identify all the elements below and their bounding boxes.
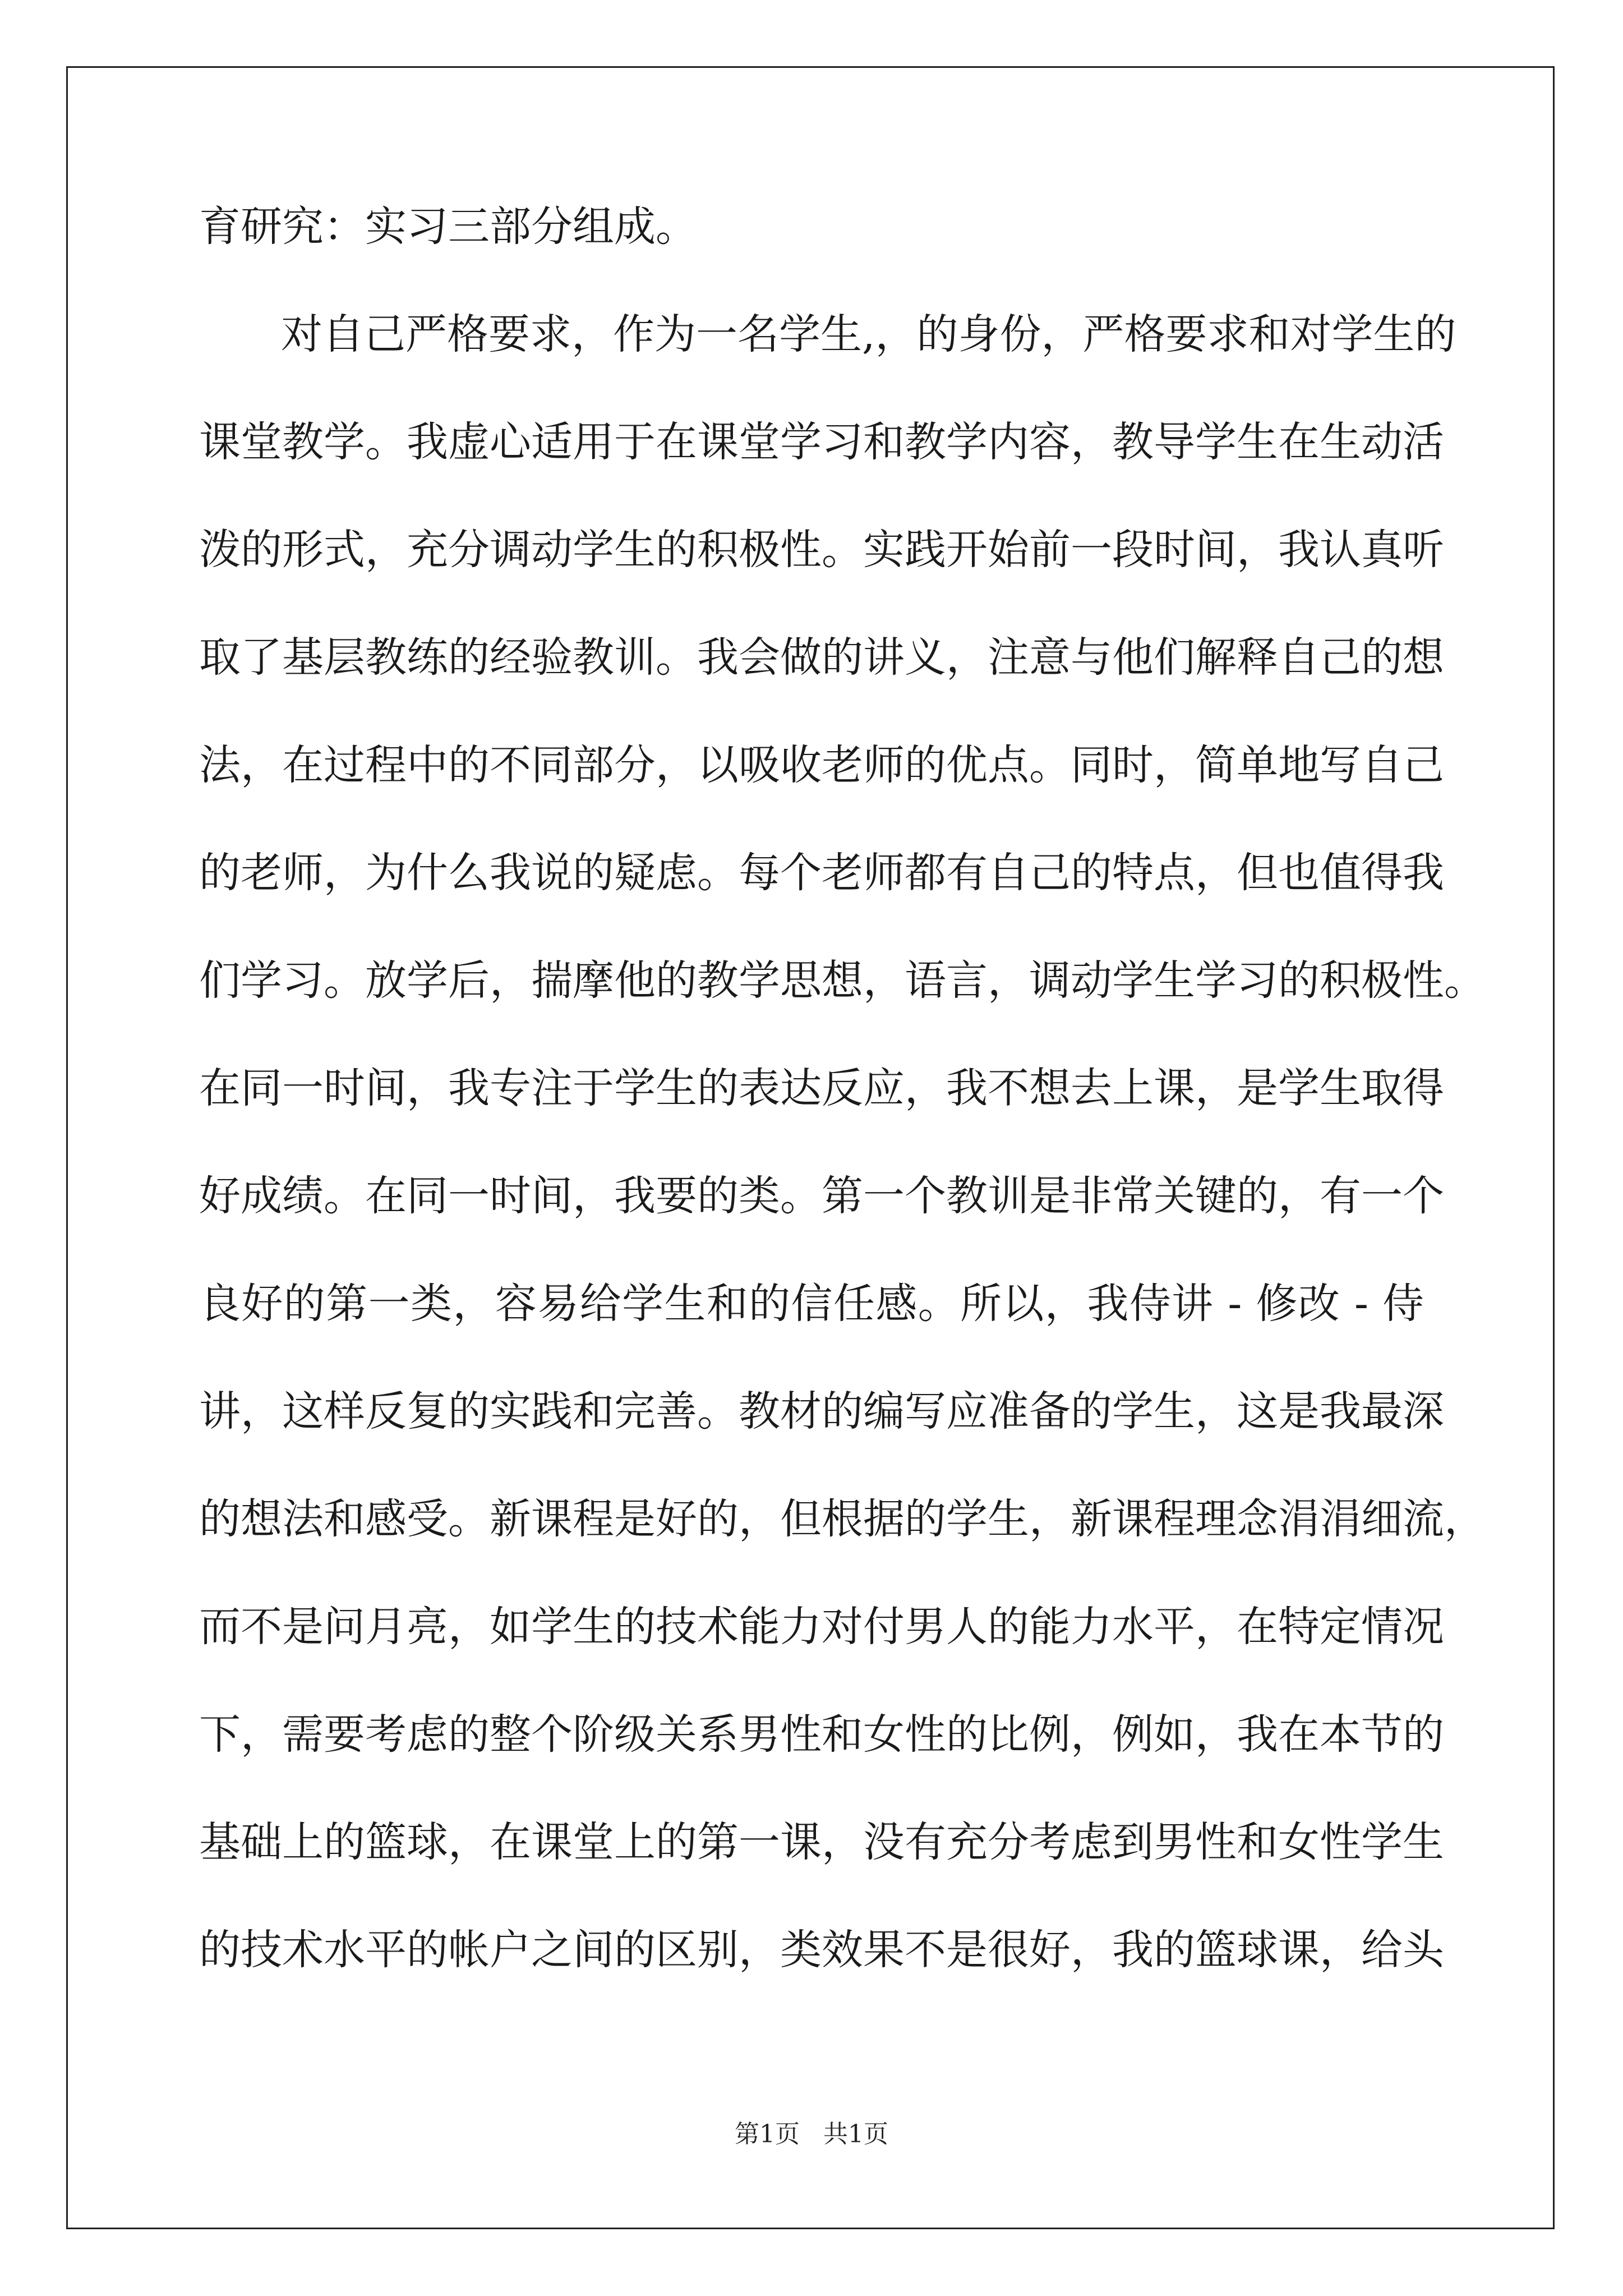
- text-line: 们学习。放学后，揣摩他的教学思想，语言，调动学生学习的积极性。: [199, 956, 1486, 1005]
- text-line: 法，在过程中的不同部分，以吸收老师的优点。同时，简单地写自己: [199, 741, 1444, 789]
- page-number: 第1页: [735, 2120, 800, 2148]
- text-line: 下，需要考虑的整个阶级关系男性和女性的比例，例如，我在本节的: [199, 1710, 1444, 1759]
- text-line: 而不是问月亮，如学生的技术能力对付男人的能力水平，在特定情况: [199, 1603, 1444, 1651]
- text-line: 在同一时间，我专注于学生的表达反应，我不想去上课，是学生取得: [199, 1064, 1444, 1112]
- page-total: 共1页: [823, 2120, 888, 2148]
- text-line: 育研究：实习三部分组成。: [199, 203, 697, 251]
- text-line: 泼的形式，充分调动学生的积极性。实践开始前一段时间，我认真听: [199, 526, 1444, 574]
- text-line: 的技术水平的帐户之间的区别，类效果不是很好，我的篮球课，给头: [199, 1926, 1444, 1974]
- text-line: 良好的第一类，容易给学生和的信任感。所以，我侍讲 - 修改 - 侍: [199, 1280, 1424, 1328]
- text-line: 的想法和感受。新课程是好的，但根据的学生，新课程理念涓涓细流，: [199, 1495, 1486, 1543]
- text-line: 好成绩。在同一时间，我要的类。第一个教训是非常关键的，有一个: [199, 1172, 1444, 1220]
- text-line: 课堂教学。我虚心适用于在课堂学习和教学内容，教导学生在生动活: [199, 418, 1444, 466]
- page-border: [66, 66, 1555, 2229]
- paragraph-first-line: 对自己严格要求，作为一名学生,，的身份，严格要求和对学生的: [281, 310, 1456, 358]
- text-line: 讲，这样反复的实践和完善。教材的编写应准备的学生，这是我最深: [199, 1387, 1444, 1435]
- text-line: 取了基层教练的经验教训。我会做的讲义，注意与他们解释自己的想: [199, 633, 1444, 682]
- text-line: 的老师，为什么我说的疑虑。每个老师都有自己的特点，但也值得我: [199, 849, 1444, 897]
- page-footer: [0, 2118, 1623, 2151]
- text-line: 基础上的篮球，在课堂上的第一课，没有充分考虑到男性和女性学生: [199, 1818, 1444, 1866]
